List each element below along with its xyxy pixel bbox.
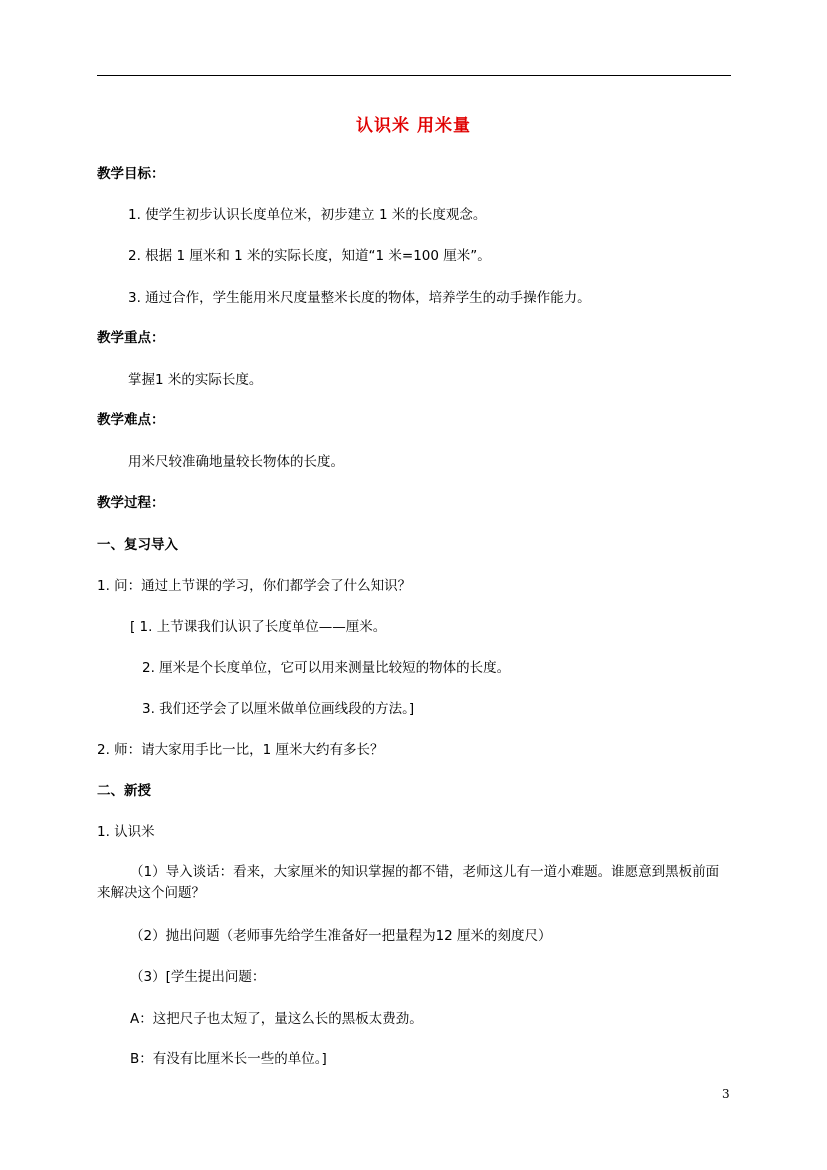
process-heading: 教学过程： [97, 495, 165, 511]
goal-item-1: 1. 使学生初步认识长度单位米，初步建立 1 米的长度观念。 [128, 207, 487, 223]
document-title: 认识米 用米量 [356, 116, 471, 136]
part1-question-2: 2. 师：请大家用手比一比，1 厘米大约有多长？ [97, 742, 384, 758]
difficulty-text: 用米尺较准确地量较长物体的长度。 [128, 454, 344, 470]
key-point-text: 掌握1 米的实际长度。 [128, 372, 263, 388]
header-rule [97, 75, 731, 76]
part2-answer-b: B：有没有比厘米长一些的单位。] [130, 1051, 327, 1067]
part1-heading: 一、复习导入 [97, 537, 178, 553]
key-point-heading: 教学重点： [97, 330, 165, 346]
part1-answer-1: [ 1. 上节课我们认识了长度单位——厘米。 [130, 619, 387, 635]
goals-heading: 教学目标： [97, 166, 165, 182]
goal-item-2: 2. 根据 1 厘米和 1 米的实际长度，知道“1 米=100 厘米”。 [128, 248, 491, 264]
part1-answer-2: 2. 厘米是个长度单位，它可以用来测量比较短的物体的长度。 [142, 660, 511, 676]
part1-question-1: 1. 问：通过上节课的学习，你们都学会了什么知识？ [97, 578, 412, 594]
part1-answer-3: 3. 我们还学会了以厘米做单位画线段的方法。] [142, 701, 415, 717]
difficulty-heading: 教学难点： [97, 412, 165, 428]
part2-item-1: 1. 认识米 [97, 824, 155, 840]
part2-step-3: （3）[学生提出问题： [130, 969, 266, 985]
page-number: 3 [722, 1087, 730, 1101]
goal-item-3: 3. 通过合作，学生能用米尺度量整米长度的物体，培养学生的动手操作能力。 [128, 290, 591, 306]
part2-heading: 二、新授 [97, 783, 151, 799]
part2-answer-a: A：这把尺子也太短了，量这么长的黑板太费劲。 [130, 1011, 423, 1027]
part2-step-1: （1）导入谈话：看来，大家厘米的知识掌握的都不错，老师这儿有一道小难题。谁愿意到黑板前面来解决这个问题？ [97, 864, 720, 901]
part2-step-2: （2）抛出问题（老师事先给学生准备好一把量程为12 厘米的刻度尺） [130, 928, 552, 944]
